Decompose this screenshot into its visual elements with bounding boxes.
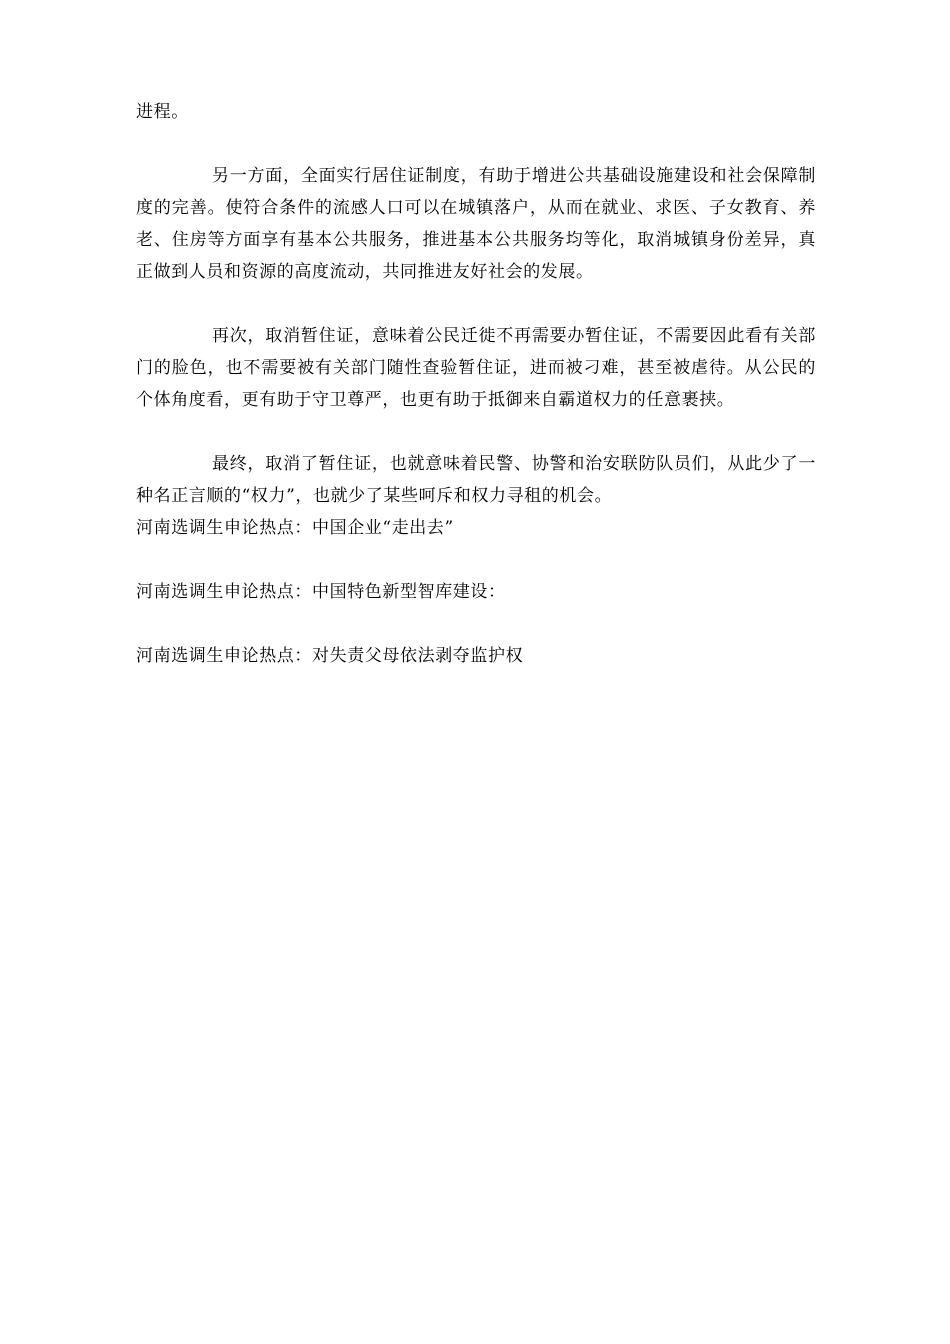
paragraph-gap xyxy=(136,128,816,160)
paragraph-cancel-temporary-permit: 再次，取消暂住证，意味着公民迁徙不再需要办暂住证，不需要因此看有关部门的脸色，也不需要被有关部门随性查验暂住证，进而被刁难，甚至被虐待。从公民的个体角度看，更有助于守卫尊严，也更有助于抵御来自霸道权力的任意裹挟。 xyxy=(136,326,816,410)
related-link-guardianship[interactable]: 河南选调生申论热点：对失责父母依法剥夺监护权 xyxy=(136,646,524,666)
related-link-think-tank[interactable]: 河南选调生申论热点：中国特色新型智库建设： xyxy=(136,582,506,602)
paragraph-residence-permit: 另一方面，全面实行居住证制度，有助于增进公共基础设施建设和社会保障制度的完善。使符合条件的流感人口可以在城镇落户，从而在就业、求医、子女教育、养老、住房等方面享有基本公共服务，推进基本公共服务均等化，取消城镇身份差异，真正做到人员和资源的高度流动，共同推进友好社会的发展。 xyxy=(136,166,816,282)
paragraph-gap xyxy=(136,608,816,640)
paragraph-gap xyxy=(136,544,816,576)
paragraph-gap xyxy=(136,288,816,320)
opening-line: 进程。 xyxy=(136,102,189,122)
paragraph-gap xyxy=(136,416,816,448)
paragraph-finally: 最终，取消了暂住证，也就意味着民警、协警和治安联防队员们，从此少了一种名正言顺的“权力”，也就少了某些呵斥和权力寻租的机会。 xyxy=(136,454,816,506)
related-link-going-global[interactable]: 河南选调生申论热点：中国企业“走出去” xyxy=(136,518,454,538)
document-body xyxy=(136,96,816,672)
